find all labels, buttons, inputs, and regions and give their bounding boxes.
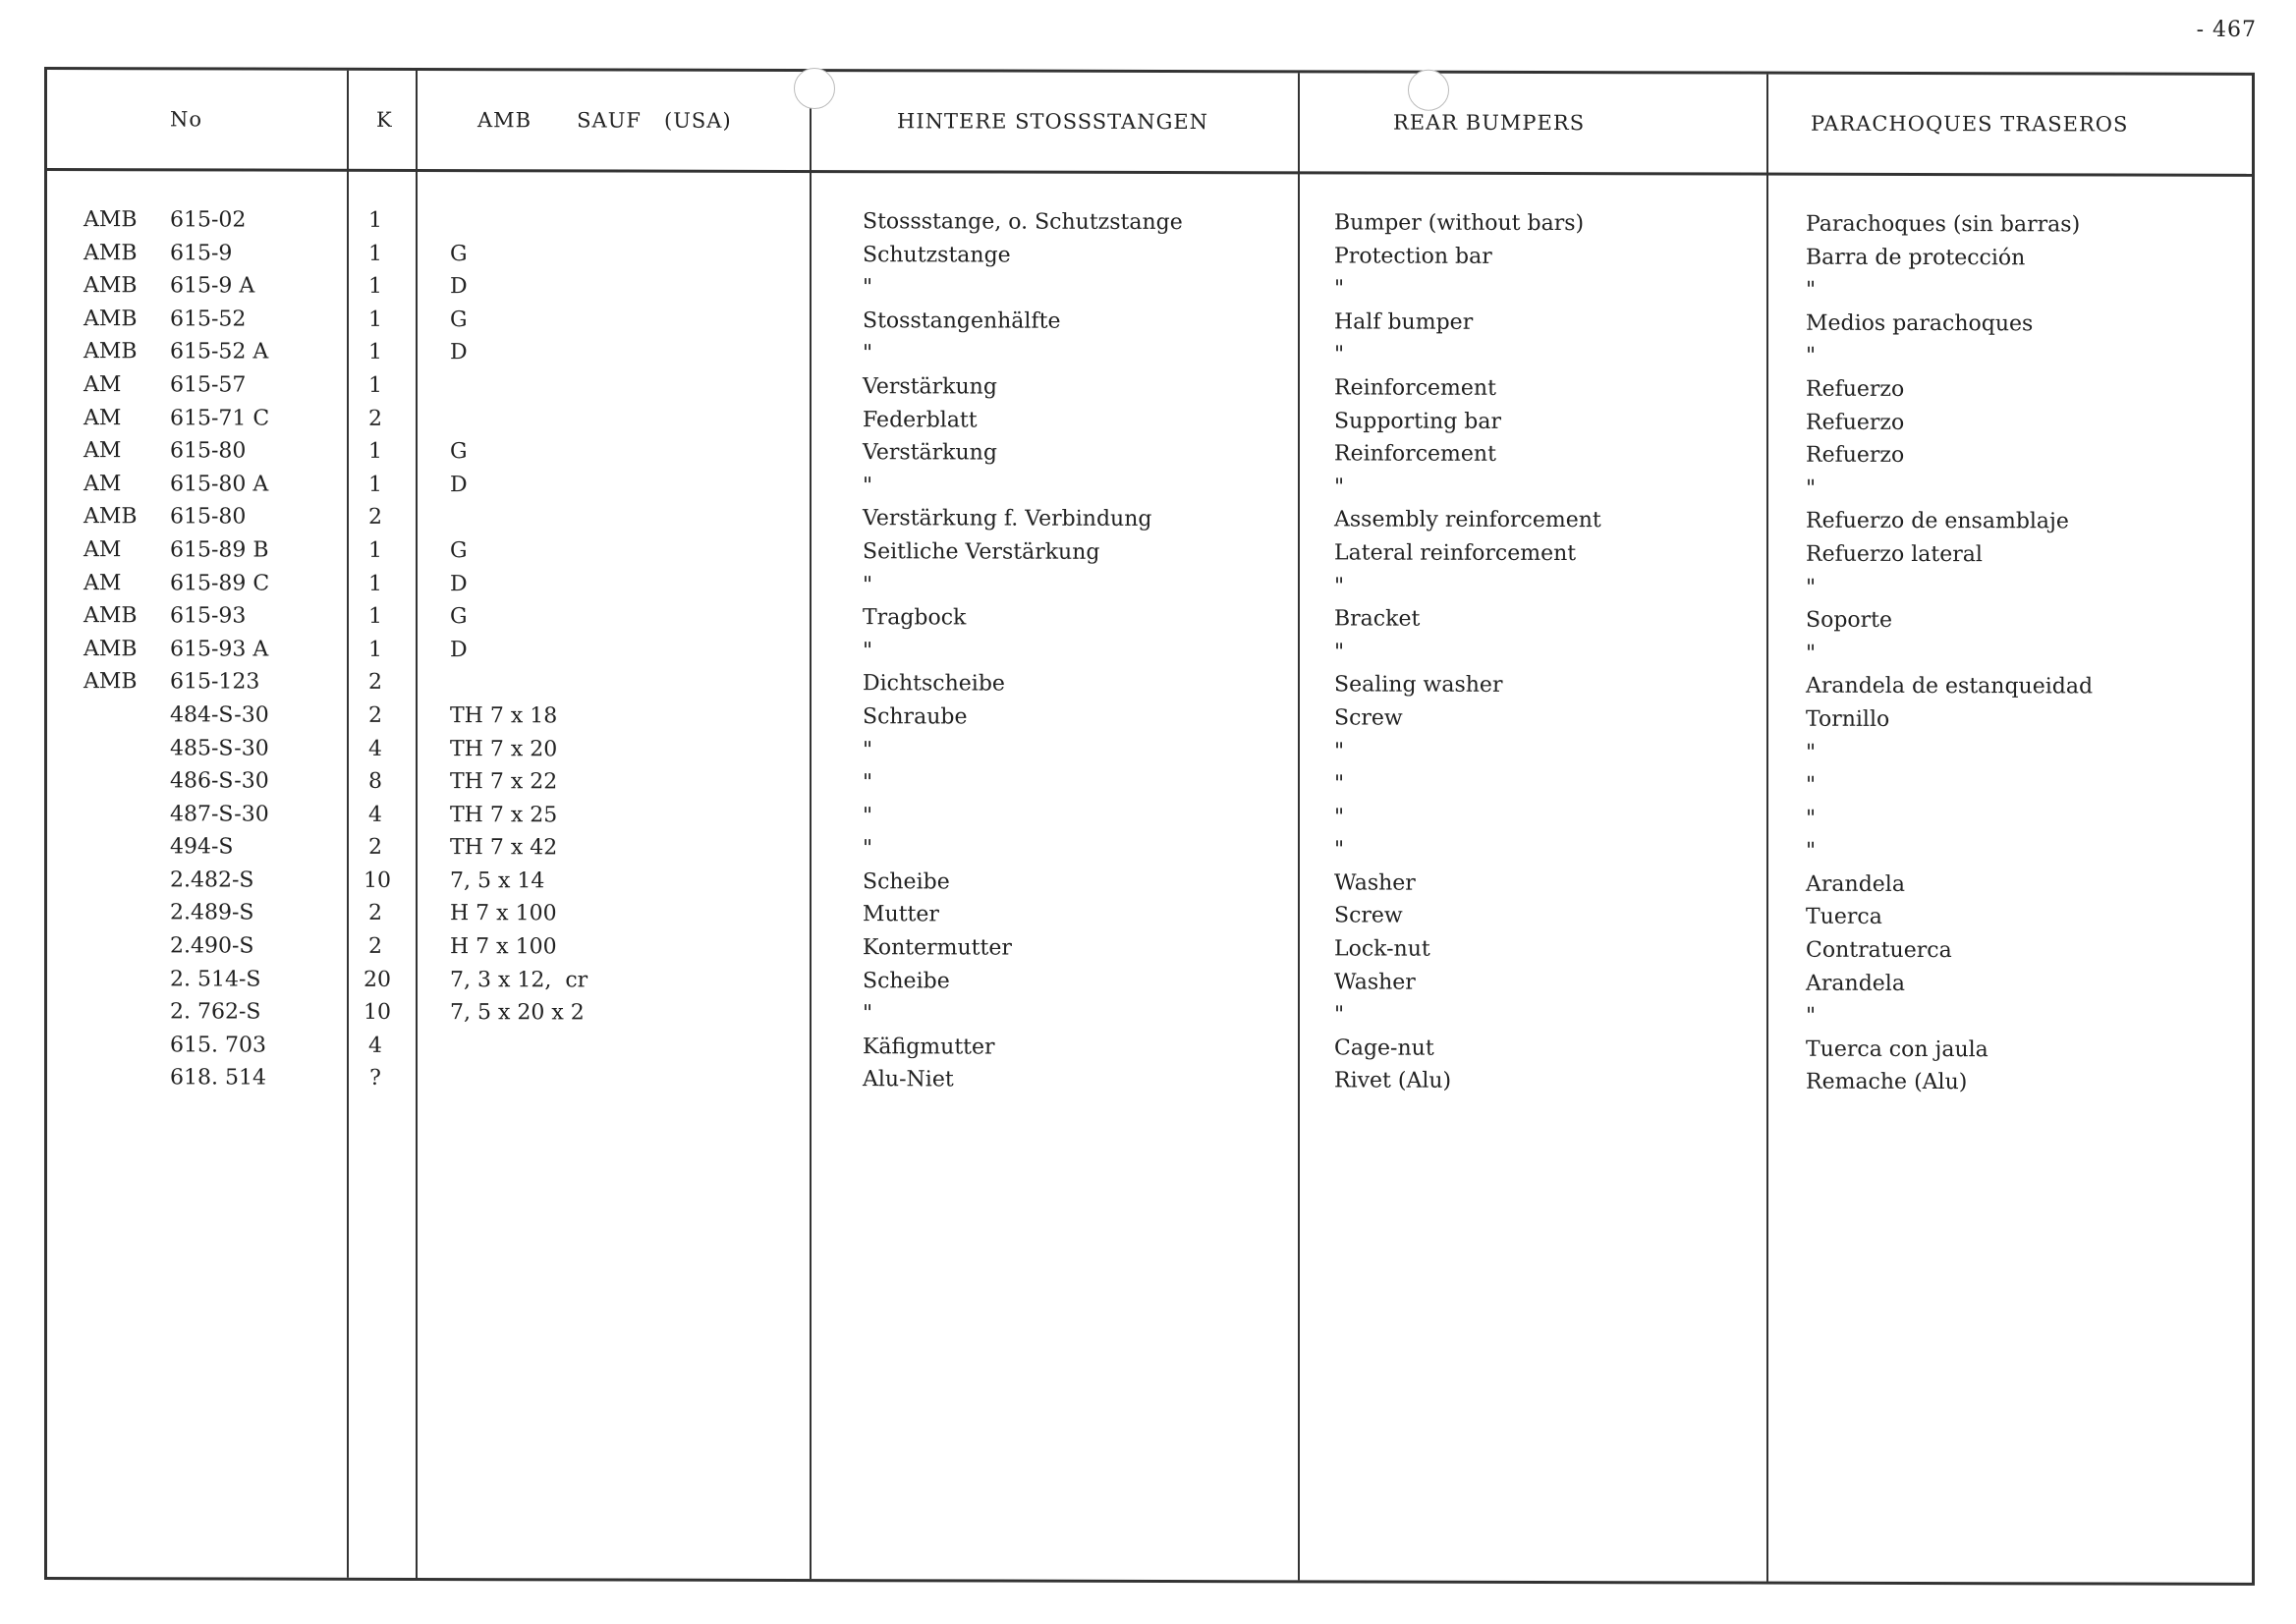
cell-part-number: 615-80 [170,438,247,464]
cell-spanish: " [1806,277,1817,303]
cell-german: " [863,572,873,597]
cell-german: Verstärkung [863,440,997,466]
cell-german: Alu-Niet [863,1067,954,1092]
cell-spanish: Barra de protección [1806,245,2026,270]
cell-english: " [1334,475,1345,500]
cell-quantity: 4 [368,736,382,761]
cell-english: " [1334,1002,1345,1028]
cell-part-number: 2. 514-S [170,966,261,992]
cell-spanish: Tuerca [1806,905,1882,930]
cell-quantity: 20 [364,967,391,992]
cell-part-number: 615. 703 [170,1033,266,1058]
cell-english: Lateral reinforcement [1334,540,1577,567]
punch-hole [794,68,835,109]
cell-spanish: " [1806,344,1817,369]
cell-english: Reinforcement [1334,375,1496,401]
cell-amb-sauf: 7, 5 x 14 [450,868,545,894]
header-german: HINTERE STOSSSTANGEN [897,109,1209,135]
cell-quantity: ? [369,1066,381,1092]
cell-english: Sealing washer [1334,672,1503,699]
cell-english: " [1334,573,1345,598]
cell-german: Scheibe [863,869,950,895]
cell-spanish: " [1806,476,1817,501]
cell-part-number: 486-S-30 [170,768,269,794]
parts-rows [47,207,2252,1104]
cell-spanish: Tornillo [1806,706,1890,732]
cell-amb-sauf: G [450,604,468,630]
cell-prefix: AMB [84,504,138,530]
cell-quantity: 2 [368,670,382,696]
header-spanish: PARACHOQUES TRASEROS [1811,111,2129,137]
cell-english: Assembly reinforcement [1334,507,1601,533]
cell-spanish: Refuerzo de ensamblaje [1806,509,2069,534]
cell-quantity: 4 [368,1033,382,1058]
cell-english: Rivet (Alu) [1334,1068,1452,1094]
cell-part-number: 487-S-30 [170,802,269,827]
cell-quantity: 1 [368,637,382,662]
cell-spanish: Parachoques (sin barras) [1806,211,2081,238]
cell-prefix: AMB [84,636,138,661]
cell-amb-sauf: H 7 x 100 [450,901,557,926]
cell-part-number: 615-89 B [170,537,269,563]
cell-amb-sauf: H 7 x 100 [450,934,557,960]
cell-prefix: AMB [84,273,138,299]
cell-german: Seitliche Verstärkung [863,539,1100,565]
cell-quantity: 1 [368,372,382,398]
cell-german: " [863,737,873,762]
cell-english: Reinforcement [1334,441,1496,468]
cell-english: Bumper (without bars) [1334,210,1585,237]
cell-german: Tragbock [863,605,967,631]
cell-amb-sauf: TH 7 x 22 [450,769,558,795]
cell-german: " [863,341,873,366]
cell-german: " [863,770,873,796]
cell-part-number: 615-71 C [170,405,270,431]
cell-english: Screw [1334,903,1403,929]
cell-amb-sauf: TH 7 x 42 [450,835,558,861]
cell-prefix: AMB [84,603,138,629]
cell-german: " [863,803,873,828]
cell-quantity: 2 [368,901,382,926]
cell-spanish: " [1806,772,1817,798]
cell-spanish: Refuerzo [1806,410,1905,435]
cell-prefix: AM [84,570,122,595]
cell-part-number: 485-S-30 [170,735,269,761]
cell-amb-sauf: G [450,538,468,564]
cell-part-number: 494-S [170,834,234,860]
cell-spanish: Medios parachoques [1806,310,2034,337]
cell-spanish: Remache (Alu) [1806,1070,1968,1095]
cell-german: Käfigmutter [863,1035,995,1060]
cell-prefix: AM [84,372,122,398]
header-english: REAR BUMPERS [1393,110,1586,136]
cell-spanish: " [1806,1003,1817,1029]
cell-quantity: 1 [368,274,382,300]
cell-spanish: Refuerzo [1806,442,1905,469]
cell-english: Supporting bar [1334,408,1502,434]
cell-part-number: 615-9 A [170,273,255,299]
cell-amb-sauf: D [450,637,468,662]
cell-prefix: AMB [84,306,138,332]
cell-quantity: 1 [368,340,382,365]
cell-part-number: 615-80 [170,504,247,530]
cell-quantity: 4 [368,802,382,827]
cell-amb-sauf: 7, 3 x 12, cr [450,967,588,993]
cell-english: " [1334,342,1345,367]
cell-spanish: Contratuerca [1806,937,1952,964]
cell-prefix: AM [84,471,122,496]
cell-quantity: 2 [368,406,382,431]
cell-quantity: 2 [368,835,382,861]
table-row [47,1065,2252,1103]
cell-spanish: " [1806,641,1817,666]
parts-table [44,67,2255,1586]
cell-quantity: 2 [368,702,382,728]
cell-part-number: 615-9 [170,240,233,266]
cell-german: Schutzstange [863,242,1011,268]
cell-english: Washer [1334,870,1416,896]
cell-quantity: 2 [368,505,382,531]
cell-spanish: Arandela [1806,871,1905,897]
cell-german: " [863,473,873,498]
cell-part-number: 615-52 [170,307,247,332]
cell-quantity: 1 [368,603,382,630]
cell-spanish: " [1806,740,1817,765]
cell-german: Scheibe [863,968,950,994]
cell-prefix: AMB [84,207,138,233]
cell-amb-sauf: D [450,571,468,596]
header-amb-sauf: AMB SAUF (USA) [477,108,732,133]
cell-part-number: 618. 514 [170,1065,266,1092]
cell-amb-sauf: D [450,340,468,365]
cell-amb-sauf: D [450,472,468,497]
cell-amb-sauf: 7, 5 x 20 x 2 [450,1000,585,1026]
cell-german: " [863,1001,873,1027]
cell-english: " [1334,771,1345,797]
cell-german: Stossstange, o. Schutzstange [863,209,1183,236]
cell-spanish: " [1806,806,1817,831]
cell-part-number: 615-80 A [170,472,269,497]
cell-german: Dichtscheibe [863,671,1005,697]
cell-prefix: AMB [84,240,138,265]
header-rule [47,168,2252,177]
cell-german: Schraube [863,704,968,730]
header-k: K [376,107,393,132]
cell-english: Screw [1334,705,1403,731]
cell-spanish: Soporte [1806,607,1893,634]
cell-german: " [863,638,873,663]
cell-amb-sauf: TH 7 x 25 [450,802,558,828]
cell-amb-sauf: D [450,274,468,300]
cell-amb-sauf: TH 7 x 20 [450,736,558,761]
cell-part-number: 615-93 [170,603,247,629]
cell-quantity: 1 [368,241,382,266]
cell-quantity: 10 [364,868,391,893]
cell-part-number: 615-02 [170,207,247,233]
cell-part-number: 615-57 [170,372,247,398]
cell-english: " [1334,640,1345,665]
cell-german: " [863,275,873,301]
cell-spanish: Arandela de estanqueidad [1806,674,2094,700]
cell-prefix: AMB [84,339,138,364]
cell-english: Lock-nut [1334,936,1430,962]
cell-english: " [1334,837,1345,863]
cell-english: " [1334,805,1345,830]
cell-prefix: AMB [84,669,138,695]
cell-part-number: 2. 762-S [170,999,261,1025]
cell-german: Verstärkung [863,374,997,400]
cell-amb-sauf: G [450,241,468,266]
cell-quantity: 1 [368,571,382,596]
cell-part-number: 615-52 A [170,339,269,364]
cell-part-number: 615-123 [170,669,260,695]
cell-amb-sauf: G [450,307,468,332]
cell-english: Protection bar [1334,244,1492,269]
cell-german: Stosstangenhälfte [863,308,1061,334]
cell-amb-sauf: G [450,439,468,465]
cell-german: Mutter [863,902,939,927]
cell-part-number: 2.490-S [170,933,254,959]
cell-part-number: 484-S-30 [170,702,269,728]
cell-spanish: Tuerca con jaula [1806,1036,1988,1063]
cell-prefix: AM [84,537,122,563]
cell-prefix: AM [84,405,122,430]
cell-quantity: 1 [368,537,382,563]
cell-spanish: " [1806,575,1817,600]
cell-english: " [1334,276,1345,302]
cell-german: " [863,836,873,862]
punch-hole [1408,70,1449,111]
cell-prefix: AM [84,438,122,464]
cell-german: Kontermutter [863,935,1012,961]
cell-spanish: " [1806,838,1817,865]
cell-quantity: 10 [364,1000,391,1026]
cell-quantity: 1 [368,439,382,465]
cell-german: Verstärkung f. Verbindung [863,506,1152,532]
cell-quantity: 2 [368,933,382,959]
cell-part-number: 2.489-S [170,900,254,926]
cell-quantity: 1 [368,207,382,233]
cell-spanish: Arandela [1806,971,1905,996]
cell-english: Bracket [1334,606,1421,632]
cell-amb-sauf: TH 7 x 18 [450,702,558,729]
cell-english: " [1334,738,1345,763]
cell-spanish: Refuerzo [1806,376,1905,402]
cell-english: Washer [1334,970,1416,995]
cell-english: Cage-nut [1334,1036,1434,1061]
cell-part-number: 615-89 C [170,570,270,596]
cell-german: Federblatt [863,407,978,433]
page-number: - 467 [2196,18,2257,42]
cell-english: Half bumper [1334,309,1474,335]
cell-quantity: 1 [368,307,382,332]
cell-quantity: 1 [368,472,382,497]
cell-part-number: 615-93 A [170,637,269,662]
header-no: No [170,107,203,132]
cell-quantity: 8 [368,768,382,794]
cell-part-number: 2.482-S [170,868,254,893]
cell-spanish: Refuerzo lateral [1806,541,1983,568]
